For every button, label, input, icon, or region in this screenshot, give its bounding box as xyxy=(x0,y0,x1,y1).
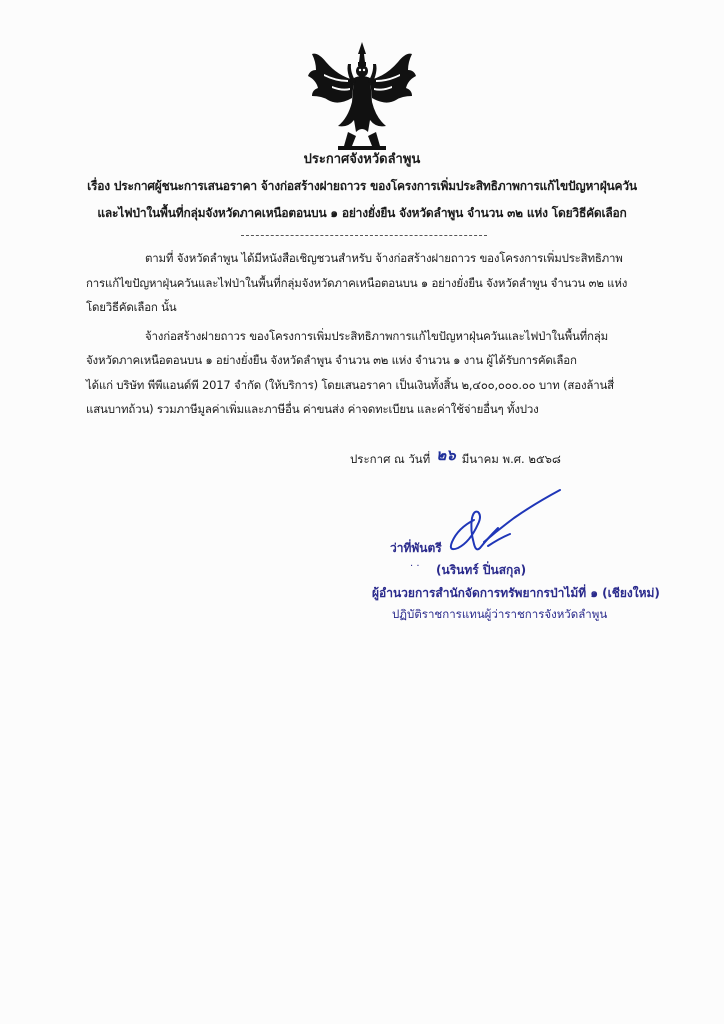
signer-position: ผู้อำนวยการสำนักจัดการทรัพยากรป่าไม้ที่ ๑ (เชียงใหม่) xyxy=(372,586,660,600)
date-prefix: ประกาศ ณ วันที่ xyxy=(350,452,431,466)
paragraph-2-line: แสนบาทถ้วน) รวมภาษีมูลค่าเพิ่มและภาษีอื่น ค่าขนส่ง ค่าจดทะเบียน และค่าใช้จ่ายอื่นๆ ทั้งปวง xyxy=(86,402,539,416)
garuda-emblem-icon xyxy=(308,40,416,152)
handwritten-day: ๒๖ xyxy=(436,446,456,464)
handwritten-signature xyxy=(444,488,564,558)
paragraph-2-line: จังหวัดภาคเหนือตอนบน ๑ อย่างยั่งยืน จังหวัดลำพูน จำนวน ๓๒ แห่ง จำนวน ๑ งาน ผู้ได้รับการคัดเลือก xyxy=(86,353,577,367)
acting-for-governor: ปฏิบัติราชการแทนผู้ว่าราชการจังหวัดลำพูน xyxy=(392,607,608,621)
stamp-dots: · · xyxy=(410,561,420,572)
paragraph-1-line: ตามที่ จังหวัดลำพูน ได้มีหนังสือเชิญชวนสำหรับ จ้างก่อสร้างฝายถาวร ของโครงการเพิ่มประสิทธิภาพ xyxy=(145,251,623,265)
paragraph-2-line: จ้างก่อสร้างฝายถาวร ของโครงการเพิ่มประสิทธิภาพการแก้ไขปัญหาฝุ่นควันและไฟป่าในพื้นที่กลุ่ม xyxy=(145,329,608,343)
subject-line-2: และไฟป่าในพื้นที่กลุ่มจังหวัดภาคเหนือตอนบน ๑ อย่างยั่งยืน จังหวัดลำพูน จำนวน ๓๒ แห่ง โดยวิธีคัดเลือก xyxy=(97,206,627,220)
subject-line-1: เรื่อง ประกาศผู้ชนะการเสนอราคา จ้างก่อสร้างฝายถาวร ของโครงการเพิ่มประสิทธิภาพการแก้ไขปัญหาฝุ่นควัน xyxy=(87,179,637,193)
announcement-date xyxy=(350,446,561,470)
signer-name: (นรินทร์ ปิ่นสกุล) xyxy=(436,563,527,577)
separator-rule xyxy=(241,235,487,236)
paragraph-1-line: การแก้ไขปัญหาฝุ่นควันและไฟป่าในพื้นที่กลุ่มจังหวัดภาคเหนือตอนบน ๑ อย่างยั่งยืน จังหวัดลำพูน จำนวน ๓๒ แห่ง xyxy=(86,276,628,290)
paragraph-2-line: ได้แก่ บริษัท พีพีแอนด์พี 2017 จำกัด (ให้บริการ) โดยเสนอราคา เป็นเงินทั้งสิ้น ๒,๔๐๐,๐๐๐.๐๐ บาท (สองล้านสี่ xyxy=(86,378,614,392)
signer-prefix: ว่าที่พันตรี xyxy=(390,541,442,555)
paragraph-1-line: โดยวิธีคัดเลือก นั้น xyxy=(86,300,177,314)
document-issuer: ประกาศจังหวัดลำพูน xyxy=(303,152,421,167)
date-month-year: มีนาคม พ.ศ. ๒๕๖๘ xyxy=(461,452,561,466)
